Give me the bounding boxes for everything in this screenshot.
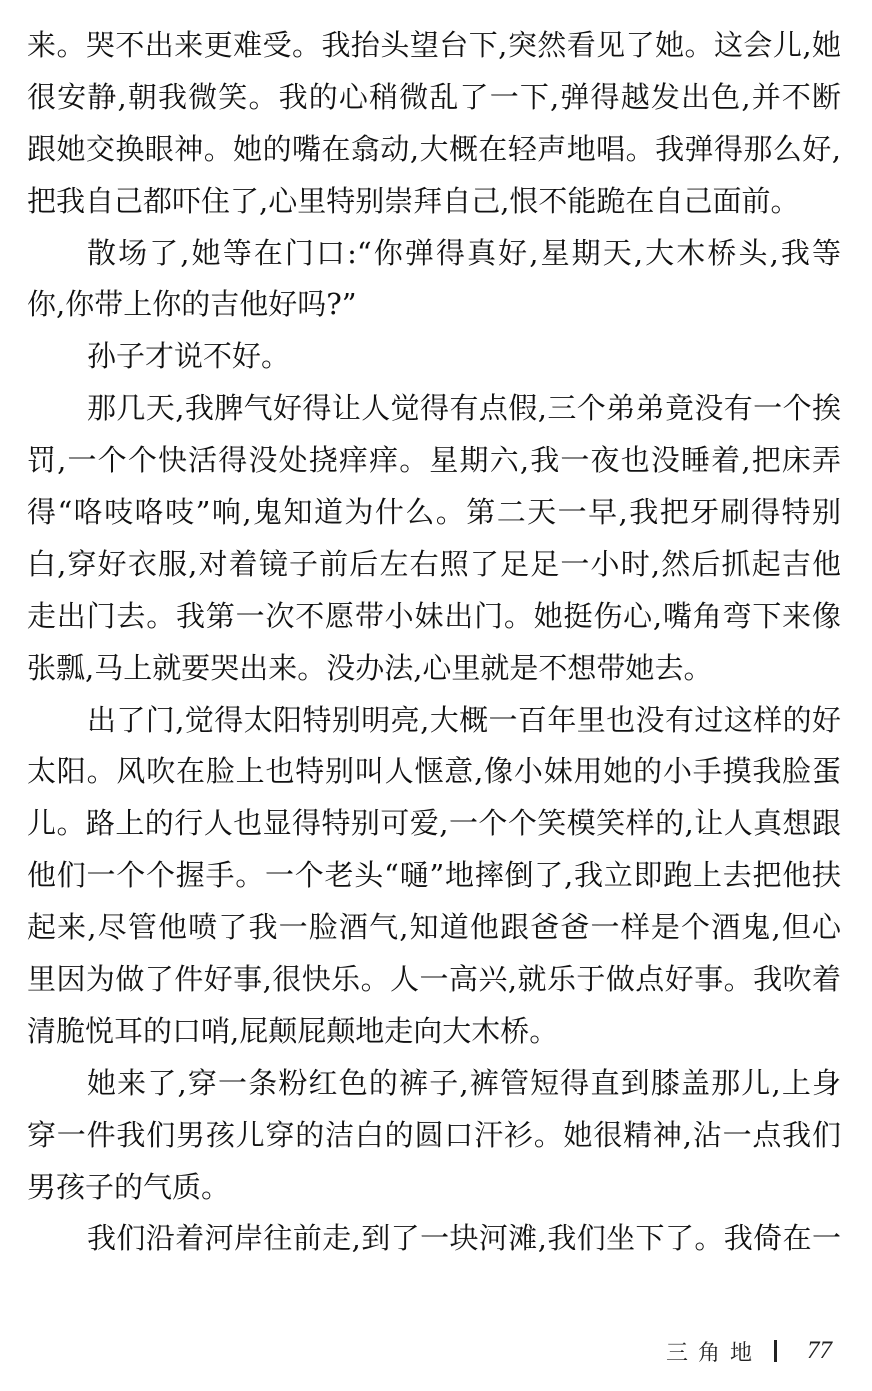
text-line: 她来了,穿一条粉红色的裤子,裤管短得直到膝盖那儿,上身 (87, 1065, 841, 1100)
page-body (27, 20, 841, 1265)
text-line: 你,你带上你的吉他好吗?” (27, 287, 357, 322)
text-line: 白,穿好衣服,对着镜子前后左右照了足足一小时,然后抓起吉他 (27, 546, 841, 581)
text-line: 走出门去。我第一次不愿带小妹出门。她挺伤心,嘴角弯下来像 (27, 598, 841, 633)
text-line: 我们沿着河岸往前走,到了一块河滩,我们坐下了。我倚在一 (87, 1221, 841, 1256)
text-line: 把我自己都吓住了,心里特别崇拜自己,恨不能跪在自己面前。 (27, 183, 800, 218)
text-line: 罚,一个个快活得没处挠痒痒。星期六,我一夜也没睡着,把床弄 (27, 443, 841, 478)
text-line: 得“咯吱咯吱”响,鬼知道为什么。第二天一早,我把牙刷得特别 (27, 495, 841, 530)
text-line: 他们一个个握手。一个老头“嗵”地摔倒了,我立即跑上去把他扶 (27, 858, 841, 893)
text-line: 来。哭不出来更难受。我抬头望台下,突然看见了她。这会儿,她 (27, 28, 841, 62)
page-number: 77 (807, 1337, 833, 1364)
text-line: 太阳。风吹在脸上也特别叫人惬意,像小妹用她的小手摸我脸蛋 (27, 754, 841, 789)
text-line: 儿。路上的行人也显得特别可爱,一个个笑模笑样的,让人真想跟 (27, 806, 841, 841)
text-line: 出了门,觉得太阳特别明亮,大概一百年里也没有过这样的好 (87, 702, 841, 737)
running-title: 三角地 (666, 1340, 763, 1366)
footer-separator (774, 1340, 777, 1362)
text-line: 散场了,她等在门口:“你弹得真好,星期天,大木桥头,我等 (87, 235, 841, 270)
text-line: 跟她交换眼神。她的嘴在翕动,大概在轻声地唱。我弹得那么好, (27, 131, 841, 166)
text-line: 起来,尽管他喷了我一脸酒气,知道他跟爸爸一样是个酒鬼,但心 (27, 910, 841, 945)
text-line: 孙子才说不好。 (87, 339, 291, 374)
page-footer (666, 1333, 832, 1369)
text-line: 那几天,我脾气好得让人觉得有点假,三个弟弟竟没有一个挨 (87, 391, 841, 426)
text-line: 清脆悦耳的口哨,屁颠屁颠地走向大木桥。 (27, 1013, 559, 1048)
text-line: 男孩子的气质。 (27, 1169, 231, 1204)
text-line: 张瓢,马上就要哭出来。没办法,心里就是不想带她去。 (27, 650, 713, 685)
text-line: 里因为做了件好事,很快乐。人一高兴,就乐于做点好事。我吹着 (27, 962, 841, 997)
text-line: 穿一件我们男孩儿穿的洁白的圆口汗衫。她很精神,沾一点我们 (27, 1117, 841, 1152)
text-line: 很安静,朝我微笑。我的心稍微乱了一下,弹得越发出色,并不断 (27, 79, 841, 114)
